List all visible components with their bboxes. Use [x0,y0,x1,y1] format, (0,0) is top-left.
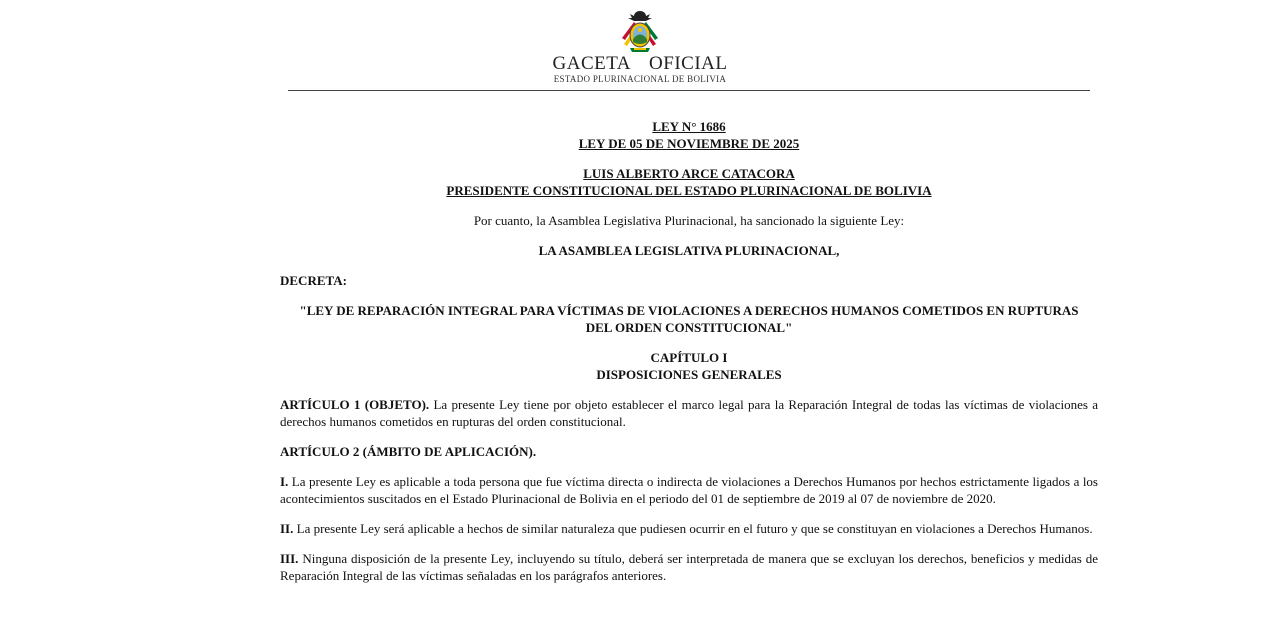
paragraph-3 [280,550,1098,584]
coat-of-arms-icon [616,8,664,56]
assembly-line: LA ASAMBLEA LEGISLATIVA PLURINACIONAL, [538,243,840,258]
gazette-word-1: GACETA [552,53,632,74]
paragraph-3-text: Ninguna disposición de la presente Ley, incluyendo su título, deberá ser interpretada de manera que se excluyan los derechos, beneficios y medidas de Reparación Integral de las víctimas señaladas en los parágrafos anteriores. [280,551,1099,583]
paragraph-2-number: II. [280,521,294,536]
gazette-word-2: OFICIAL [649,53,728,74]
paragraph-1 [280,473,1098,507]
president-title: PRESIDENTE CONSTITUCIONAL DEL ESTADO PLURINACIONAL DE BOLIVIA [446,183,932,198]
gazette-masthead [0,8,1280,84]
article-2-heading: ARTÍCULO 2 (ÁMBITO DE APLICACIÓN). [280,444,537,459]
paragraph-1-number: I. [280,474,289,489]
paragraph-2-text: La presente Ley será aplicable a hechos de similar naturaleza que pudiesen ocurrir en el futuro y que se constituyan en violaciones a Derechos Humanos. [296,521,1093,536]
paragraph-3-number: III. [280,551,299,566]
preamble: Por cuanto, la Asamblea Legislativa Plurinacional, ha sancionado la siguiente Ley: [473,213,905,228]
paragraph-1-text: La presente Ley es aplicable a toda persona que fue víctima directa o indirecta de violaciones a Derechos Humanos por hechos estrictamente ligados a los acontecimientos suscitados en el Estado Plurinacional de Bolivia en el periodo del 01 de septiembre de 2019 al 07 de noviembre de 2020. [280,474,1098,506]
gazette-title [0,54,1280,74]
law-date: LEY DE 05 DE NOVIEMBRE DE 2025 [578,136,800,151]
article-1 [280,396,1098,430]
law-title-line-1: "LEY DE REPARACIÓN INTEGRAL PARA VÍCTIMAS DE VIOLACIONES A DERECHOS HUMANOS COMETIDOS EN RUPTURAS [299,303,1079,318]
law-number: LEY N° 1686 [652,119,726,134]
gazette-subtitle: ESTADO PLURINACIONAL DE BOLIVIA [553,74,727,84]
law-body [280,118,1098,584]
paragraph-2 [280,520,1098,537]
chapter-number: CAPÍTULO I [650,350,728,365]
law-title-line-2: DEL ORDEN CONSTITUCIONAL" [585,320,793,335]
president-name: LUIS ALBERTO ARCE CATACORA [583,166,795,181]
article-1-heading: ARTÍCULO 1 (OBJETO). [280,397,430,412]
header-divider [288,90,1090,91]
article-1-text: La presente Ley tiene por objeto establecer el marco legal para la Reparación Integral de todas las víctimas de violaciones a derechos humanos cometidos en rupturas del orden constitucional. [280,397,1099,429]
chapter-name: DISPOSICIONES GENERALES [596,367,782,382]
decreta-label: DECRETA: [280,273,347,288]
